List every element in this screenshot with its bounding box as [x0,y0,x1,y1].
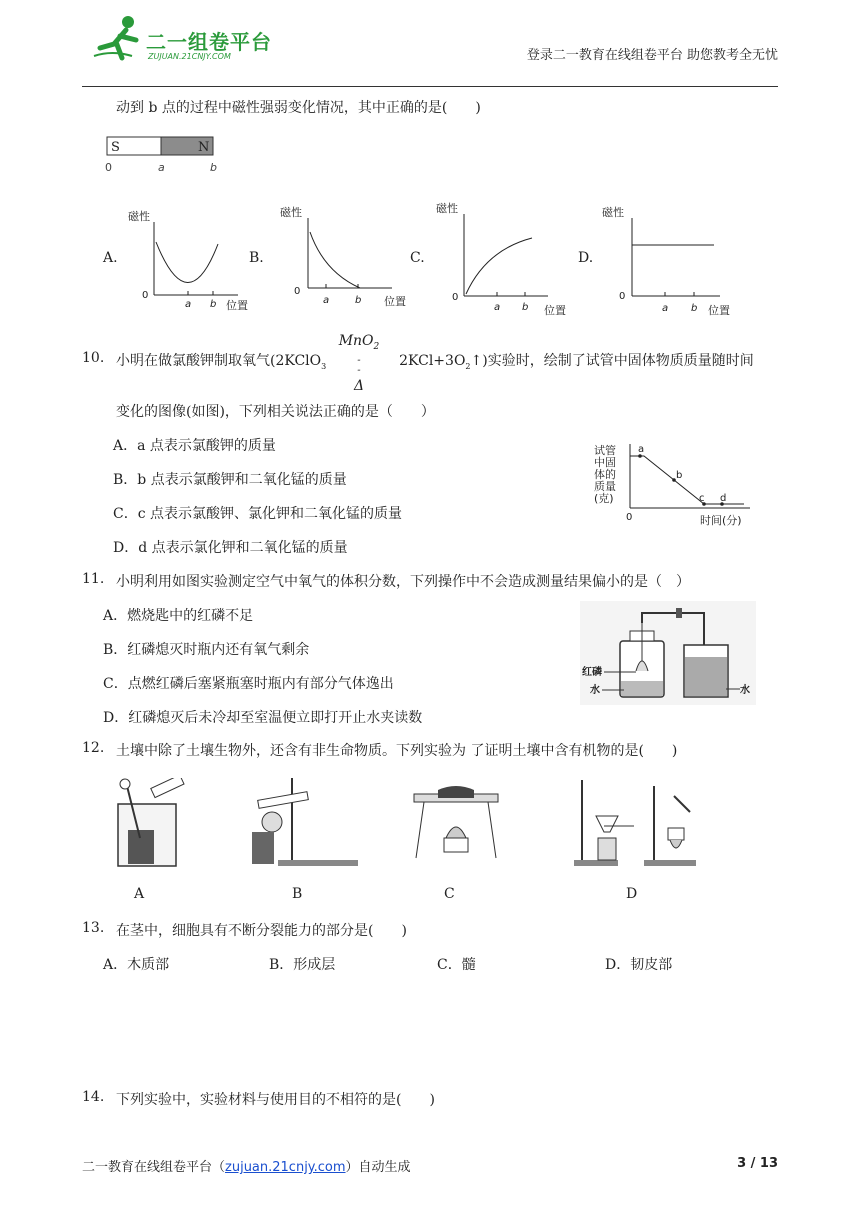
q13-option-d[interactable]: D．韧皮部 [605,957,673,973]
header-divider [82,86,778,87]
q11-option-b[interactable]: B．红磷熄灭时瓶内还有氧气剩余 [103,642,310,658]
svg-text:b: b [522,302,529,313]
magnet-n-label: N [198,140,210,155]
q12-figure-b [238,776,358,868]
q9-graph-a [126,206,256,316]
q13-option-c[interactable]: C．髓 [437,957,476,973]
svg-text:a: a [185,299,192,310]
q13-number: 13. [82,920,105,936]
q12-figure-d [574,776,698,868]
header [82,10,782,86]
q14-number: 14. [82,1089,105,1105]
svg-text:试管: 试管 [594,444,616,457]
q9-stem-tail: 动到 b 点的过程中磁性强弱变化情况，其中正确的是( ) [116,100,481,116]
q14-stem: 下列实验中，实验材料与使用目的不相符的是( ) [116,1092,435,1108]
q11-stem: 小明利用如图实验测定空气中氧气的体积分数，下列操作中不会造成测量结果偏小的是（ ） [116,574,690,590]
svg-text:磁性: 磁性 [128,210,150,223]
q12-number: 12. [82,740,105,756]
svg-text:中固: 中固 [594,456,616,469]
q9-option-b[interactable]: B. [249,250,264,266]
q9-magnet-figure [100,134,230,178]
q12-label-c[interactable]: C [444,886,455,902]
q11-option-a[interactable]: A．燃烧匙中的红磷不足 [103,608,254,624]
q10-option-c[interactable]: C．c 点表示氯酸钾、氯化钾和二氧化锰的质量 [113,506,403,522]
svg-text:0: 0 [142,290,149,301]
logo-subtitle: ZUJUAN.21CNJY.COM [148,52,231,61]
logo-text: 二一组卷平台 [146,30,272,54]
q11-number: 11. [82,571,105,587]
magnet-s-label: S [111,140,120,155]
q12-label-a[interactable]: A [134,886,145,902]
svg-text:0: 0 [294,286,301,297]
q12-label-b[interactable]: B [292,886,303,902]
svg-text:体的: 体的 [594,468,616,481]
label-water-right: 水 [740,685,750,696]
magnet-pos-a: a [158,161,165,174]
q13-option-b[interactable]: B．形成层 [269,957,336,973]
footer-source: 二一教育在线组卷平台（zujuan.21cnjy.com）自动生成 [82,1160,411,1175]
runner-logo-icon [92,14,148,64]
svg-text:(克): (克) [594,492,614,505]
svg-text:a: a [494,302,501,313]
q10-stem: 小明在做氯酸钾制取氧气(2KClO$_3$ $2KCl+3O_2↑$)实验时，绘制了试管中固体物质质量随时间 [116,353,754,371]
q13-option-a[interactable]: A．木质部 [103,957,170,973]
q10-option-b[interactable]: B．b 点表示氯酸钾和二氧化锰的质量 [113,472,347,488]
footer-page-number: 3 / 13 [737,1156,778,1171]
svg-text:0: 0 [452,292,459,303]
svg-text:b: b [355,295,362,306]
svg-text:位置: 位置 [708,304,730,317]
svg-text:位置: 位置 [226,299,248,312]
footer-link[interactable]: zujuan.21cnjy.com [225,1160,346,1175]
q10-option-a[interactable]: A．a 点表示氯酸钾的质量 [113,438,276,454]
q10-stem-line2: 变化的图像(如图)，下列相关说法正确的是（ ） [116,404,435,420]
q9-option-d[interactable]: D. [578,250,594,266]
q9-graph-d [602,202,742,318]
svg-text:位置: 位置 [384,295,406,308]
q13-stem: 在茎中，细胞具有不断分裂能力的部分是( ) [116,923,407,939]
q11-option-c[interactable]: C．点燃红磷后塞紧瓶塞时瓶内有部分气体逸出 [103,676,394,692]
q10-mass-time-graph [594,442,754,528]
magnet-pos-b: b [210,161,217,174]
svg-text:b: b [676,470,683,481]
svg-text:a: a [638,444,645,455]
q12-label-d[interactable]: D [626,886,638,902]
header-slogan: 登录二一教育在线组卷平台 助您教考全无忧 [526,48,778,63]
q12-figure-a [106,778,196,870]
label-red-phosphorus: 红磷 [582,667,602,678]
svg-text:0: 0 [626,512,633,523]
svg-text:磁性: 磁性 [602,206,624,219]
q10-option-d[interactable]: D．d 点表示氯化钾和二氧化锰的质量 [113,540,348,556]
q10-number: 10. [82,350,105,366]
svg-text:b: b [210,299,217,310]
svg-text:磁性: 磁性 [280,206,302,219]
q9-option-c[interactable]: C. [410,250,425,266]
q9-graph-b [280,202,415,312]
q10-reaction-condition: MnO$_2$ - - Δ [338,333,380,394]
svg-text:d: d [720,493,727,504]
q12-stem: 土壤中除了土壤生物外，还含有非生命物质。下列实验为 了证明土壤中含有机物的是( ) [116,743,678,759]
svg-text:磁性: 磁性 [436,202,458,215]
svg-text:a: a [662,303,669,314]
q11-option-d[interactable]: D．红磷熄灭后未冷却至室温便立即打开止水夹读数 [103,710,423,726]
svg-text:c: c [699,493,705,504]
svg-text:时间(分): 时间(分) [700,514,742,527]
svg-text:b: b [691,303,698,314]
label-water-left: 水 [590,685,600,696]
q9-graph-c [436,198,576,318]
q9-option-a[interactable]: A. [103,250,118,266]
magnet-pos-0: 0 [105,161,112,174]
svg-text:质量: 质量 [594,480,616,493]
svg-text:a: a [323,295,330,306]
q11-apparatus-figure [580,601,756,705]
q12-figure-c [408,786,504,866]
svg-text:位置: 位置 [544,304,566,317]
svg-text:0: 0 [619,291,626,302]
